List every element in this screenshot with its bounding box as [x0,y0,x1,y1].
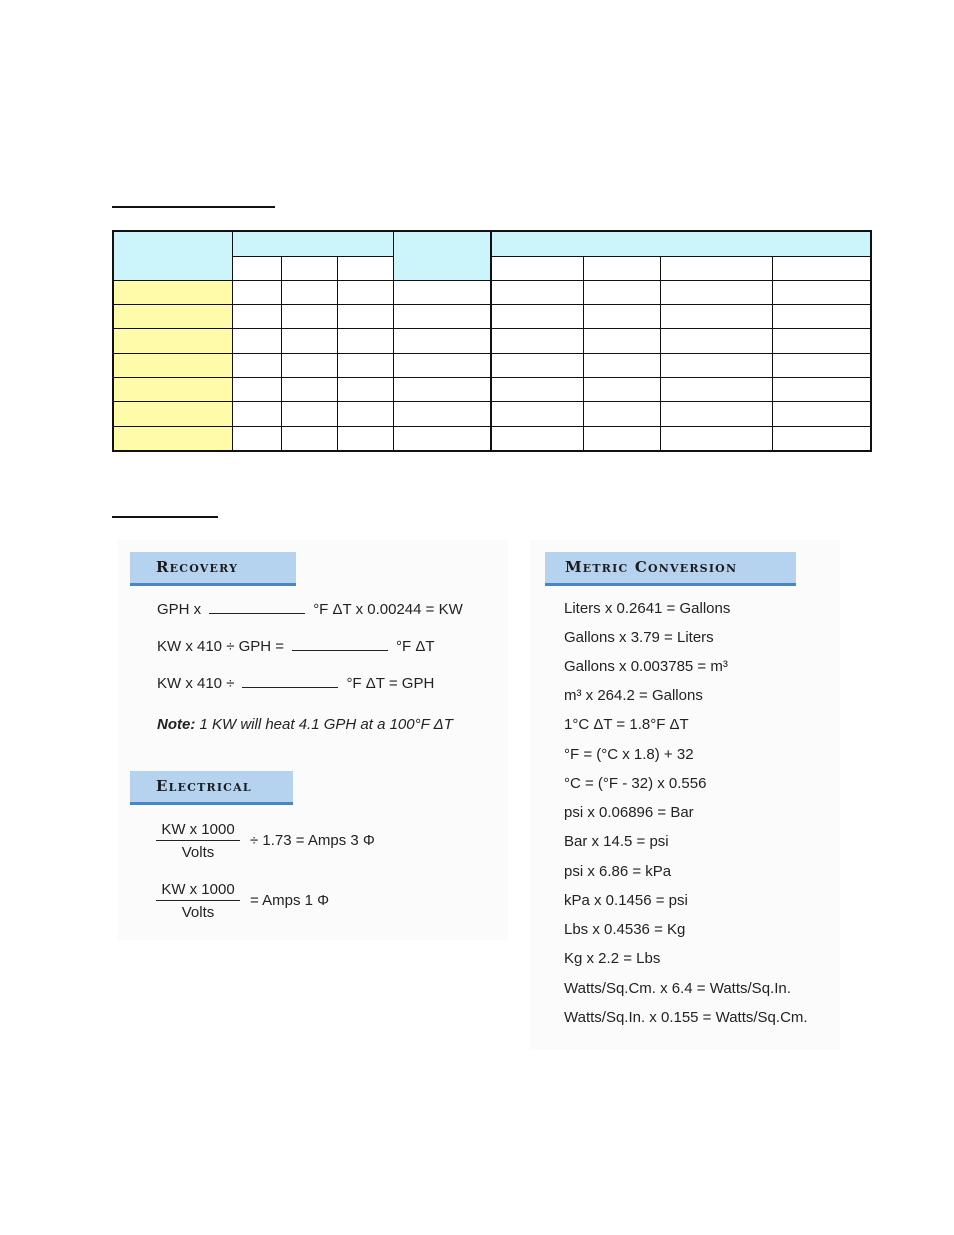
metric-line: Liters x 0.2641 = Gallons [564,600,731,617]
metric-conversion-heading: Metric Conversion [545,552,796,586]
metric-line: Lbs x 0.4536 = Kg [564,921,686,938]
table-subheader-cell [660,257,772,280]
table-subheader-cell [232,257,281,280]
metric-line: Watts/Sq.In. x 0.155 = Watts/Sq.Cm. [564,1009,808,1026]
metric-line: Gallons x 0.003785 = m³ [564,658,728,675]
metric-line: m³ x 264.2 = Gallons [564,687,703,704]
table-header-group [232,231,393,257]
blank-line [242,687,338,688]
table-header-cell [393,231,491,280]
metric-line: Gallons x 3.79 = Liters [564,629,714,646]
section-title-underline [112,206,275,208]
metric-line: psi x 6.86 = kPa [564,863,672,880]
table-subheader-cell [337,257,393,280]
metric-line: 1°C ΔT = 1.8°F ΔT [564,716,689,733]
metric-line: Watts/Sq.Cm. x 6.4 = Watts/Sq.In. [564,980,791,997]
table-row [113,402,871,426]
table-row [113,304,871,328]
table-subheader-cell [281,257,337,280]
metric-line: Kg x 2.2 = Lbs [564,950,661,967]
recovery-note: Note: 1 KW will heat 4.1 GPH at a 100°F ΔT [157,716,453,733]
recovery-formula-1: GPH x °F ΔT x 0.00244 = KW [157,601,463,618]
table-row [113,377,871,401]
table-header-cell [113,231,232,280]
metric-line: psi x 0.06896 = Bar [564,804,694,821]
electrical-result-1: ÷ 1.73 = Amps 3 Φ [250,832,375,849]
table-row [113,353,871,377]
metric-line: °C = (°F - 32) x 0.556 [564,775,707,792]
table-row [113,280,871,304]
blank-line [292,650,388,651]
electrical-result-2: = Amps 1 Φ [250,892,330,909]
formula-panel-left [118,540,508,940]
electrical-fraction-2: KW x 1000 Volts [156,881,240,921]
table-subheader-cell [491,257,583,280]
metric-line: °F = (°C x 1.8) + 32 [564,746,694,763]
electrical-fraction-1: KW x 1000 Volts [156,821,240,861]
blank-worksheet-table [112,230,872,452]
table-subheader-cell [772,257,871,280]
blank-line [209,613,305,614]
section-title-underline [112,516,218,518]
metric-line: Bar x 14.5 = psi [564,833,669,850]
table-row [113,329,871,353]
recovery-formula-2: KW x 410 ÷ GPH = °F ΔT [157,638,435,655]
table-header-group [491,231,871,257]
recovery-formula-3: KW x 410 ÷ °F ΔT = GPH [157,675,435,692]
metric-line: kPa x 0.1456 = psi [564,892,688,909]
electrical-heading: Electrical [130,771,293,805]
table-row [113,426,871,451]
recovery-heading: Recovery [130,552,296,586]
table-subheader-cell [583,257,660,280]
